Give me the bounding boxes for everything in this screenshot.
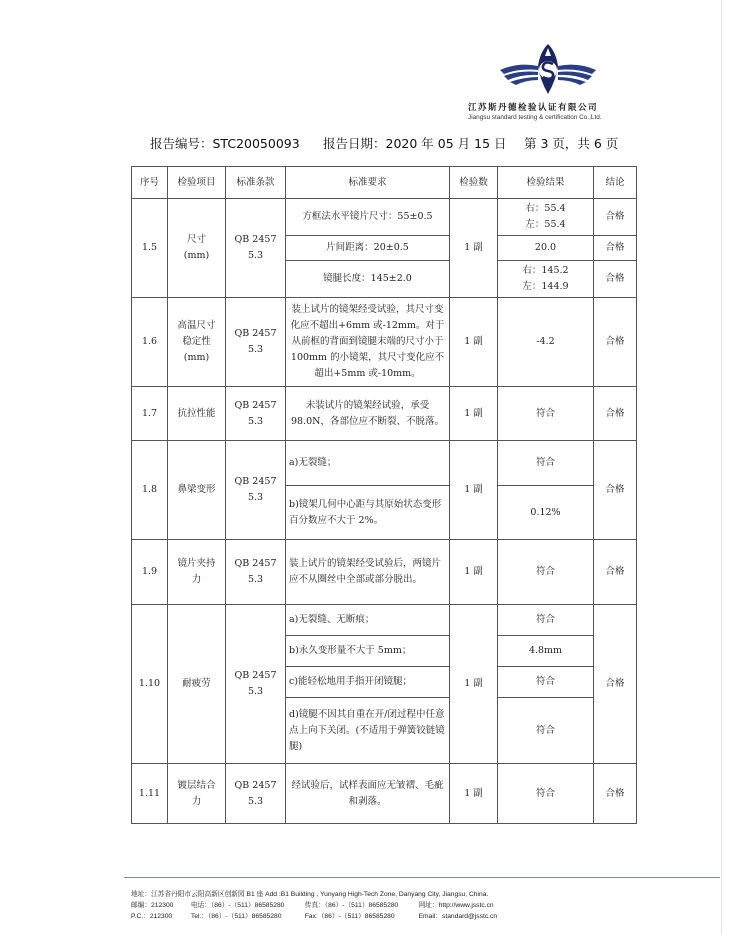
- item-line: 尺寸: [186, 234, 206, 245]
- footer-fax-en: Fax:（86）-（511）86585280: [304, 913, 395, 920]
- std-line: 5.3: [247, 795, 264, 807]
- footer-divider: [124, 877, 720, 878]
- std-line: QB 2457: [234, 779, 277, 791]
- item-line: 稳定性: [182, 336, 211, 347]
- cell-qty: 1 副: [450, 387, 498, 441]
- cell-requirement: a)无裂缝、无断痕；: [286, 605, 450, 636]
- cell-requirement: b)永久变形量不大于 5mm；: [286, 636, 450, 667]
- cell-result: [498, 199, 594, 236]
- result-line: 左：55.4: [525, 219, 566, 230]
- report-date: 报告日期：2020 年 05 月 15 日: [323, 136, 507, 151]
- cell-conclusion: 合格: [594, 605, 637, 764]
- table-header-row: [132, 167, 637, 199]
- footer: [131, 889, 497, 922]
- company-name-cn: 江苏斯丹德检验认证有限公司: [468, 103, 599, 113]
- cell-qty: 1 副: [450, 199, 498, 298]
- report-number: 报告编号：STC20050093: [150, 136, 300, 151]
- cell-standard: [226, 764, 286, 824]
- cell-no: 1.11: [132, 764, 168, 824]
- page-edge: [721, 0, 722, 935]
- table-row: [132, 199, 637, 236]
- cell-requirement: 装上试片的镜架经受试验，其尺寸变化应不超出+6mm 或-12mm。对于从前框的背面到镜腿末端的尺寸小于 100mm 的小镜架，其尺寸变化应不超出+5mm 或-10mm。: [286, 298, 450, 387]
- std-line: QB 2457: [234, 558, 277, 569]
- cell-qty: 1 副: [450, 605, 498, 764]
- col-header: 标准条款: [226, 167, 286, 199]
- cell-conclusion: 合格: [594, 764, 637, 824]
- footer-address: 地址：江苏省丹阳市云阳高新区创新园 B1 座 Add :B1 Building , Yunyang High-Tech Zone, Danyang City, Jiangsu, China.: [131, 891, 489, 898]
- cell-requirement: 未装试片的镜架经试验，承受98.0N，各部位应不断裂、不脱落。: [286, 387, 450, 441]
- cell-qty: 1 副: [450, 298, 498, 387]
- result-line: 左：144.9: [522, 281, 569, 292]
- cell-item: 耐疲劳: [168, 605, 226, 764]
- table-row: [132, 298, 637, 387]
- std-line: QB 2457: [234, 234, 277, 245]
- table-row: [132, 441, 637, 486]
- footer-postcode: 邮编：212300: [131, 902, 174, 909]
- cell-result: 20.0: [498, 236, 594, 261]
- cell-conclusion: 合格: [594, 298, 637, 387]
- table-row: [132, 387, 637, 441]
- cell-no: 1.10: [132, 605, 168, 764]
- table-row: [132, 605, 637, 636]
- footer-fax: 传真：（86）-（511）86585280: [304, 902, 399, 909]
- footer-phone: 电话：（86）-（511）86585280: [190, 902, 285, 909]
- cell-result: 符合: [498, 667, 594, 698]
- cell-requirement: d)镜腿不因其自重在开/闭过程中任意点上向下关闭。(不适用于弹簧铰链镜腿): [286, 698, 450, 764]
- table-row: [132, 540, 637, 605]
- cell-result: 符合: [498, 387, 594, 441]
- cell-standard: [226, 387, 286, 441]
- table-row: [132, 764, 637, 824]
- std-line: QB 2457: [234, 399, 277, 411]
- cell-result: 4.8mm: [498, 636, 594, 667]
- cell-item: [168, 199, 226, 298]
- company-name-en: Jiangsu standard testing & certification Co.,Ltd.: [468, 114, 602, 121]
- cell-conclusion: 合格: [594, 441, 637, 540]
- cell-conclusion: 合格: [594, 540, 637, 605]
- cell-result: 符合: [498, 764, 594, 824]
- cell-standard: [226, 298, 286, 387]
- cell-no: 1.6: [132, 298, 168, 387]
- item-line: 力: [191, 574, 202, 585]
- col-header: 检验结果: [498, 167, 594, 199]
- cell-requirement: a)无裂缝；: [286, 441, 450, 486]
- cell-result: [498, 261, 594, 298]
- item-line: 高温尺寸: [177, 320, 216, 331]
- cell-qty: 1 副: [450, 764, 498, 824]
- cell-result: 符合: [498, 698, 594, 764]
- std-line: QB 2457: [234, 328, 277, 339]
- company-logo: [468, 40, 628, 98]
- cell-no: 1.9: [132, 540, 168, 605]
- cell-standard: [226, 605, 286, 764]
- col-header: 结论: [594, 167, 637, 199]
- std-line: 5.3: [247, 250, 264, 261]
- cell-result: 符合: [498, 540, 594, 605]
- std-line: 5.3: [247, 492, 264, 503]
- cell-conclusion: 合格: [594, 199, 637, 236]
- std-line: QB 2457: [234, 476, 277, 487]
- item-line: 镀层结合: [177, 779, 216, 791]
- cell-conclusion: 合格: [594, 387, 637, 441]
- cell-conclusion: 合格: [594, 236, 637, 261]
- footer-website: 网址：http://www.jsstc.cn: [418, 902, 494, 909]
- col-header: 标准要求: [286, 167, 450, 199]
- cell-result: -4.2: [498, 298, 594, 387]
- result-line: 右：55.4: [525, 203, 566, 214]
- std-line: QB 2457: [234, 670, 277, 681]
- cell-standard: [226, 540, 286, 605]
- cell-no: 1.7: [132, 387, 168, 441]
- cell-requirement: 镜腿长度：145±2.0: [286, 261, 450, 298]
- cell-no: 1.8: [132, 441, 168, 540]
- cell-requirement: 片间距离：20±0.5: [286, 236, 450, 261]
- cell-result: 0.12%: [498, 486, 594, 540]
- cell-item: 鼻梁变形: [168, 441, 226, 540]
- footer-postcode-en: P.C.：212300: [131, 913, 173, 920]
- std-line: 5.3: [247, 686, 264, 697]
- item-line: 镜片夹持: [177, 558, 216, 569]
- cell-requirement: c)能轻松地用手指开闭镜腿；: [286, 667, 450, 698]
- cell-item: 抗拉性能: [168, 387, 226, 441]
- page-indicator: 第 3 页，共 6 页: [524, 136, 619, 151]
- cell-item: [168, 540, 226, 605]
- result-line: 右：145.2: [522, 265, 569, 276]
- footer-tel-en: Tel.：（86）-（511）86585280: [190, 913, 282, 920]
- footer-contact-en: [131, 911, 497, 922]
- cell-no: 1.5: [132, 199, 168, 298]
- item-line: 力: [191, 795, 202, 807]
- cell-requirement: b)镜架几何中心距与其原始状态变形百分数应不大于 2%。: [286, 486, 450, 540]
- cell-result: 符合: [498, 441, 594, 486]
- cell-qty: 1 副: [450, 540, 498, 605]
- std-line: 5.3: [247, 344, 264, 355]
- cell-result: 符合: [498, 605, 594, 636]
- cell-qty: 1 副: [450, 441, 498, 540]
- col-header: 检验数: [450, 167, 498, 199]
- cell-requirement: 经试验后，试样表面应无皱褶、毛疵和剥落。: [286, 764, 450, 824]
- winged-s-logo-icon: [498, 40, 598, 98]
- footer-contact-cn: [131, 900, 497, 911]
- cell-item: [168, 298, 226, 387]
- inspection-table: [131, 166, 637, 824]
- footer-email: Email：standard@jsstc.cn: [418, 913, 498, 920]
- col-header: 检验项目: [168, 167, 226, 199]
- std-line: 5.3: [247, 415, 264, 427]
- cell-conclusion: 合格: [594, 261, 637, 298]
- cell-requirement: 装上试片的镜架经受试验后，两镜片应不从圈丝中全部或部分脱出。: [286, 540, 450, 605]
- cell-standard: [226, 441, 286, 540]
- item-line: (mm): [183, 352, 210, 363]
- item-line: (mm): [183, 250, 210, 261]
- cell-requirement: 方框法水平镜片尺寸：55±0.5: [286, 199, 450, 236]
- std-line: 5.3: [247, 574, 264, 585]
- col-header: 序号: [132, 167, 168, 199]
- cell-item: [168, 764, 226, 824]
- cell-standard: [226, 199, 286, 298]
